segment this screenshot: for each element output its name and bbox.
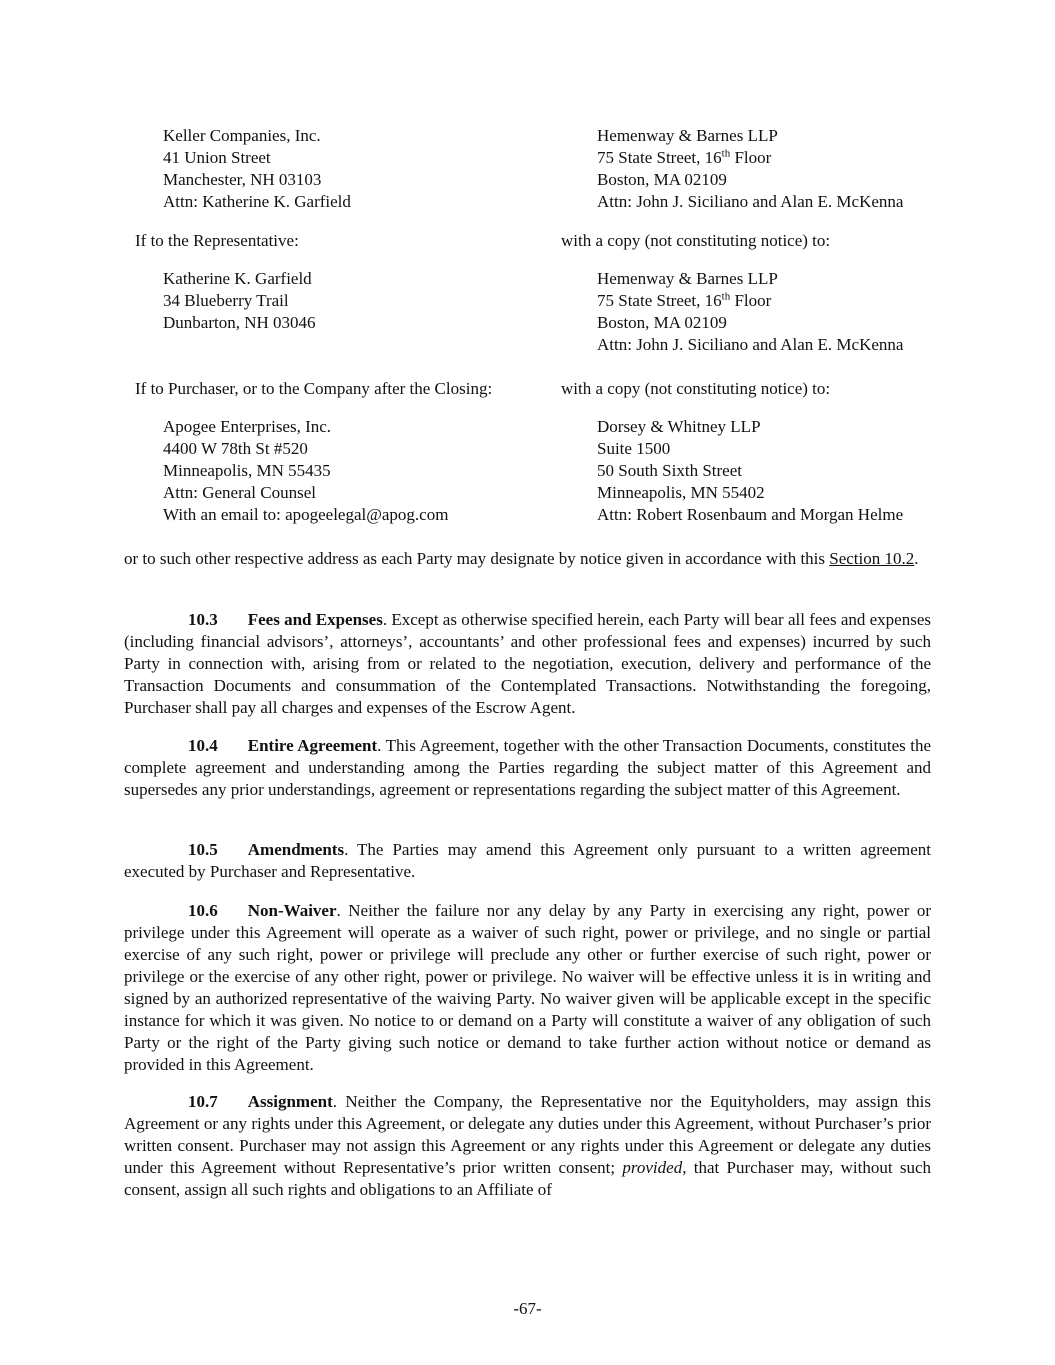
- address-line: Attn: General Counsel: [163, 483, 316, 502]
- section-number: 10.7: [188, 1092, 218, 1111]
- section-text: . Neither the Company, the Representative nor the Equityholders, may assign this Agreement or any rights under this Agreement, or delegate any duties under this Agreement, without Purchaser’s prior written consent. Purchaser may not assign this Agreement or any rights under this Agreement or delegate any duties under this Agreement without Representative’s prior written consent;: [124, 1092, 931, 1177]
- address-line: Suite 1500: [597, 439, 671, 458]
- section-number: 10.3: [188, 610, 218, 629]
- section-title: Amendments: [247, 840, 345, 859]
- label-copy-to: with a copy (not constituting notice) to:: [561, 231, 831, 250]
- address-line-part: Floor: [730, 291, 772, 310]
- address-line: Apogee Enterprises, Inc.: [163, 417, 332, 436]
- page-number: -67-: [513, 1299, 542, 1318]
- address-line: Attn: John J. Siciliano and Alan E. McKenna: [597, 335, 904, 354]
- address-line-part: 75 State Street, 16: [597, 291, 722, 310]
- section-10-3: [124, 609, 931, 719]
- section-number: 10.6: [188, 901, 218, 920]
- closing-paragraph: [124, 548, 931, 570]
- ordinal-suffix: th: [721, 147, 731, 160]
- address-apogee: [163, 416, 448, 526]
- section-text-italic: provided: [622, 1158, 683, 1177]
- ordinal-suffix: th: [721, 290, 731, 303]
- address-line: Hemenway & Barnes LLP: [597, 269, 778, 288]
- address-line: Dorsey & Whitney LLP: [597, 417, 761, 436]
- address-hemenway-2: [597, 268, 903, 356]
- address-line: Minneapolis, MN 55402: [597, 483, 765, 502]
- section-10-5: [124, 839, 931, 883]
- section-text: . Neither the failure nor any delay by any Party in exercising any right, power or privilege under this Agreement will operate as a waiver of such right, power or privilege, and no single or partial exercise of any such right, power or privilege will preclude any other or further exercise of such right, power or privilege or the exercise of any other right, power or privilege. No waiver will be effective unless it is in writing and signed by an authorized representative of the waiving Party. No waiver given will be applicable except in the specific instance for which it was given. No notice to or demand on a Party will constitute a waiver of any obligation of such Party or the right of the Party giving such notice or demand to take further action without notice or demand as provided in this Agreement.: [124, 901, 931, 1074]
- address-keller: [163, 125, 351, 213]
- section-text: . The Parties may amend this Agreement only pursuant to a written agreement executed by Purchaser and Representative.: [124, 840, 931, 881]
- section-title: Assignment: [247, 1092, 333, 1111]
- section-10-6: [124, 900, 931, 1076]
- closing-text: or to such other respective address as each Party may designate by notice given in accordance with this: [124, 549, 830, 568]
- section-text: . Except as otherwise specified herein, each Party will bear all fees and expenses (including financial advisors’, attorneys’, accountants’ and other professional fees and expenses) incurred by such Party in connection with, arising from or related to the negotiation, execution, delivery and performance of the Transaction Documents and consummation of the Contemplated Transactions. Notwithstanding the foregoing, Purchaser shall pay all charges and expenses of the Escrow Agent.: [124, 610, 931, 717]
- address-line: Attn: Robert Rosenbaum and Morgan Helme: [597, 505, 904, 524]
- section-title: Entire Agreement: [247, 736, 378, 755]
- address-hemenway-1: [597, 125, 903, 213]
- label-copy-to: with a copy (not constituting notice) to:: [561, 379, 831, 398]
- address-line: Boston, MA 02109: [597, 170, 727, 189]
- address-line: Hemenway & Barnes LLP: [597, 126, 778, 145]
- section-number: 10.5: [188, 840, 218, 859]
- address-garfield: [163, 268, 316, 334]
- label-representative: If to the Representative:: [135, 231, 299, 250]
- address-dorsey: [597, 416, 903, 526]
- address-line-part: Floor: [730, 148, 772, 167]
- section-title: Fees and Expenses: [247, 610, 383, 629]
- address-line: 34 Blueberry Trail: [163, 291, 289, 310]
- address-line: Boston, MA 02109: [597, 313, 727, 332]
- closing-text-end: .: [914, 549, 919, 568]
- section-number: 10.4: [188, 736, 218, 755]
- address-line: Dunbarton, NH 03046: [163, 313, 316, 332]
- address-line: Minneapolis, MN 55435: [163, 461, 331, 480]
- address-line: With an email to: apogeelegal@apog.com: [163, 505, 449, 524]
- section-10-4: [124, 735, 931, 801]
- address-line: 4400 W 78th St #520: [163, 439, 308, 458]
- label-purchaser: If to Purchaser, or to the Company after the Closing:: [135, 379, 493, 398]
- address-line: Keller Companies, Inc.: [163, 126, 321, 145]
- address-line: Katherine K. Garfield: [163, 269, 312, 288]
- address-line-part: 75 State Street, 16: [597, 148, 722, 167]
- address-line: [597, 147, 903, 169]
- address-line: Attn: John J. Siciliano and Alan E. McKenna: [597, 192, 904, 211]
- section-text: , that Purchaser may, without such consent, assign all such rights and obligations to an Affiliate of: [124, 1158, 932, 1199]
- address-line: 50 South Sixth Street: [597, 461, 742, 480]
- section-10-7: [124, 1091, 931, 1201]
- section-title: Non-Waiver: [247, 901, 337, 920]
- section-reference-link[interactable]: Section 10.2: [829, 549, 915, 568]
- address-line: Manchester, NH 03103: [163, 170, 322, 189]
- address-line: [597, 290, 903, 312]
- address-line: 41 Union Street: [163, 148, 271, 167]
- address-line: Attn: Katherine K. Garfield: [163, 192, 351, 211]
- section-text: . This Agreement, together with the other Transaction Documents, constitutes the complete agreement and understanding among the Parties regarding the subject matter of this Agreement and supersedes any prior understandings, agreement or representations regarding the subject matter of this Agreement.: [124, 736, 931, 799]
